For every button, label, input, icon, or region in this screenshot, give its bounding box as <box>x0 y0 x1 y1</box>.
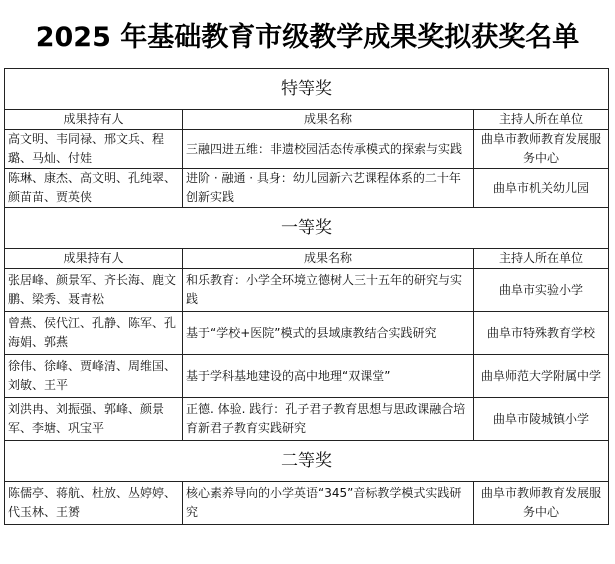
document-title: 2025 年基础教育市级教学成果奖拟获奖名单 <box>35 21 580 53</box>
header-unit: 主持人所在单位 <box>474 249 609 269</box>
name-cell: 三融四进五维：非遗校园活态传承模式的探索与实践 <box>183 130 474 169</box>
table-row <box>5 355 609 398</box>
table-row <box>5 398 609 441</box>
unit-cell: 曲阜市机关幼儿园 <box>474 169 609 208</box>
table-row <box>5 482 609 525</box>
unit-cell: 曲阜市陵城镇小学 <box>474 398 609 441</box>
table-row <box>5 269 609 312</box>
section-title: 二等奖 <box>5 441 609 482</box>
name-cell: 基于学科基地建设的高中地理“双课堂” <box>183 355 474 398</box>
header-name: 成果名称 <box>183 110 474 130</box>
unit-cell: 曲阜市实验小学 <box>474 269 609 312</box>
holders-cell: 张居峰、颜景军、齐长海、鹿文鹏、梁秀、聂青松 <box>5 269 183 312</box>
name-cell: 和乐教育：小学全环境立德树人三十五年的研究与实践 <box>183 269 474 312</box>
section-title: 一等奖 <box>5 208 609 249</box>
holders-cell: 高文明、韦同禄、邢文兵、程璐、马灿、付娃 <box>5 130 183 169</box>
name-cell: 进阶 · 融通 · 具身：幼儿园新六艺课程体系的二十年创新实践 <box>183 169 474 208</box>
header-holders: 成果持有人 <box>5 249 183 269</box>
table-row <box>5 130 609 169</box>
header-name: 成果名称 <box>183 249 474 269</box>
header-holders: 成果持有人 <box>5 110 183 130</box>
table-row <box>5 169 609 208</box>
header-unit: 主持人所在单位 <box>474 110 609 130</box>
unit-cell: 曲阜市教师教育发展服务中心 <box>474 130 609 169</box>
unit-cell: 曲阜师范大学附属中学 <box>474 355 609 398</box>
holders-cell: 刘洪冉、刘振强、郭峰、颜景军、李塘、巩宝平 <box>5 398 183 441</box>
holders-cell: 陈琳、康杰、高文明、孔纯翠、颜苗苗、贾英侠 <box>5 169 183 208</box>
section-title: 特等奖 <box>5 69 609 110</box>
unit-cell: 曲阜市特殊教育学校 <box>474 312 609 355</box>
holders-cell: 曾燕、侯代江、孔静、陈军、孔海娟、郭燕 <box>5 312 183 355</box>
name-cell: 基于“学校+医院”模式的县域康教结合实践研究 <box>183 312 474 355</box>
holders-cell: 徐伟、徐峰、贾峰清、周维国、刘敏、王平 <box>5 355 183 398</box>
name-cell: 核心素养导向的小学英语“345”音标教学模式实践研究 <box>183 482 474 525</box>
holders-cell: 陈儒亭、蒋航、杜放、丛婷婷、代玉林、王赟 <box>5 482 183 525</box>
unit-cell: 曲阜市教师教育发展服务中心 <box>474 482 609 525</box>
table-row <box>5 312 609 355</box>
name-cell: 正德. 体验. 践行：孔子君子教育思想与思政课融合培育新君子教育实践研究 <box>183 398 474 441</box>
award-table <box>4 68 609 525</box>
